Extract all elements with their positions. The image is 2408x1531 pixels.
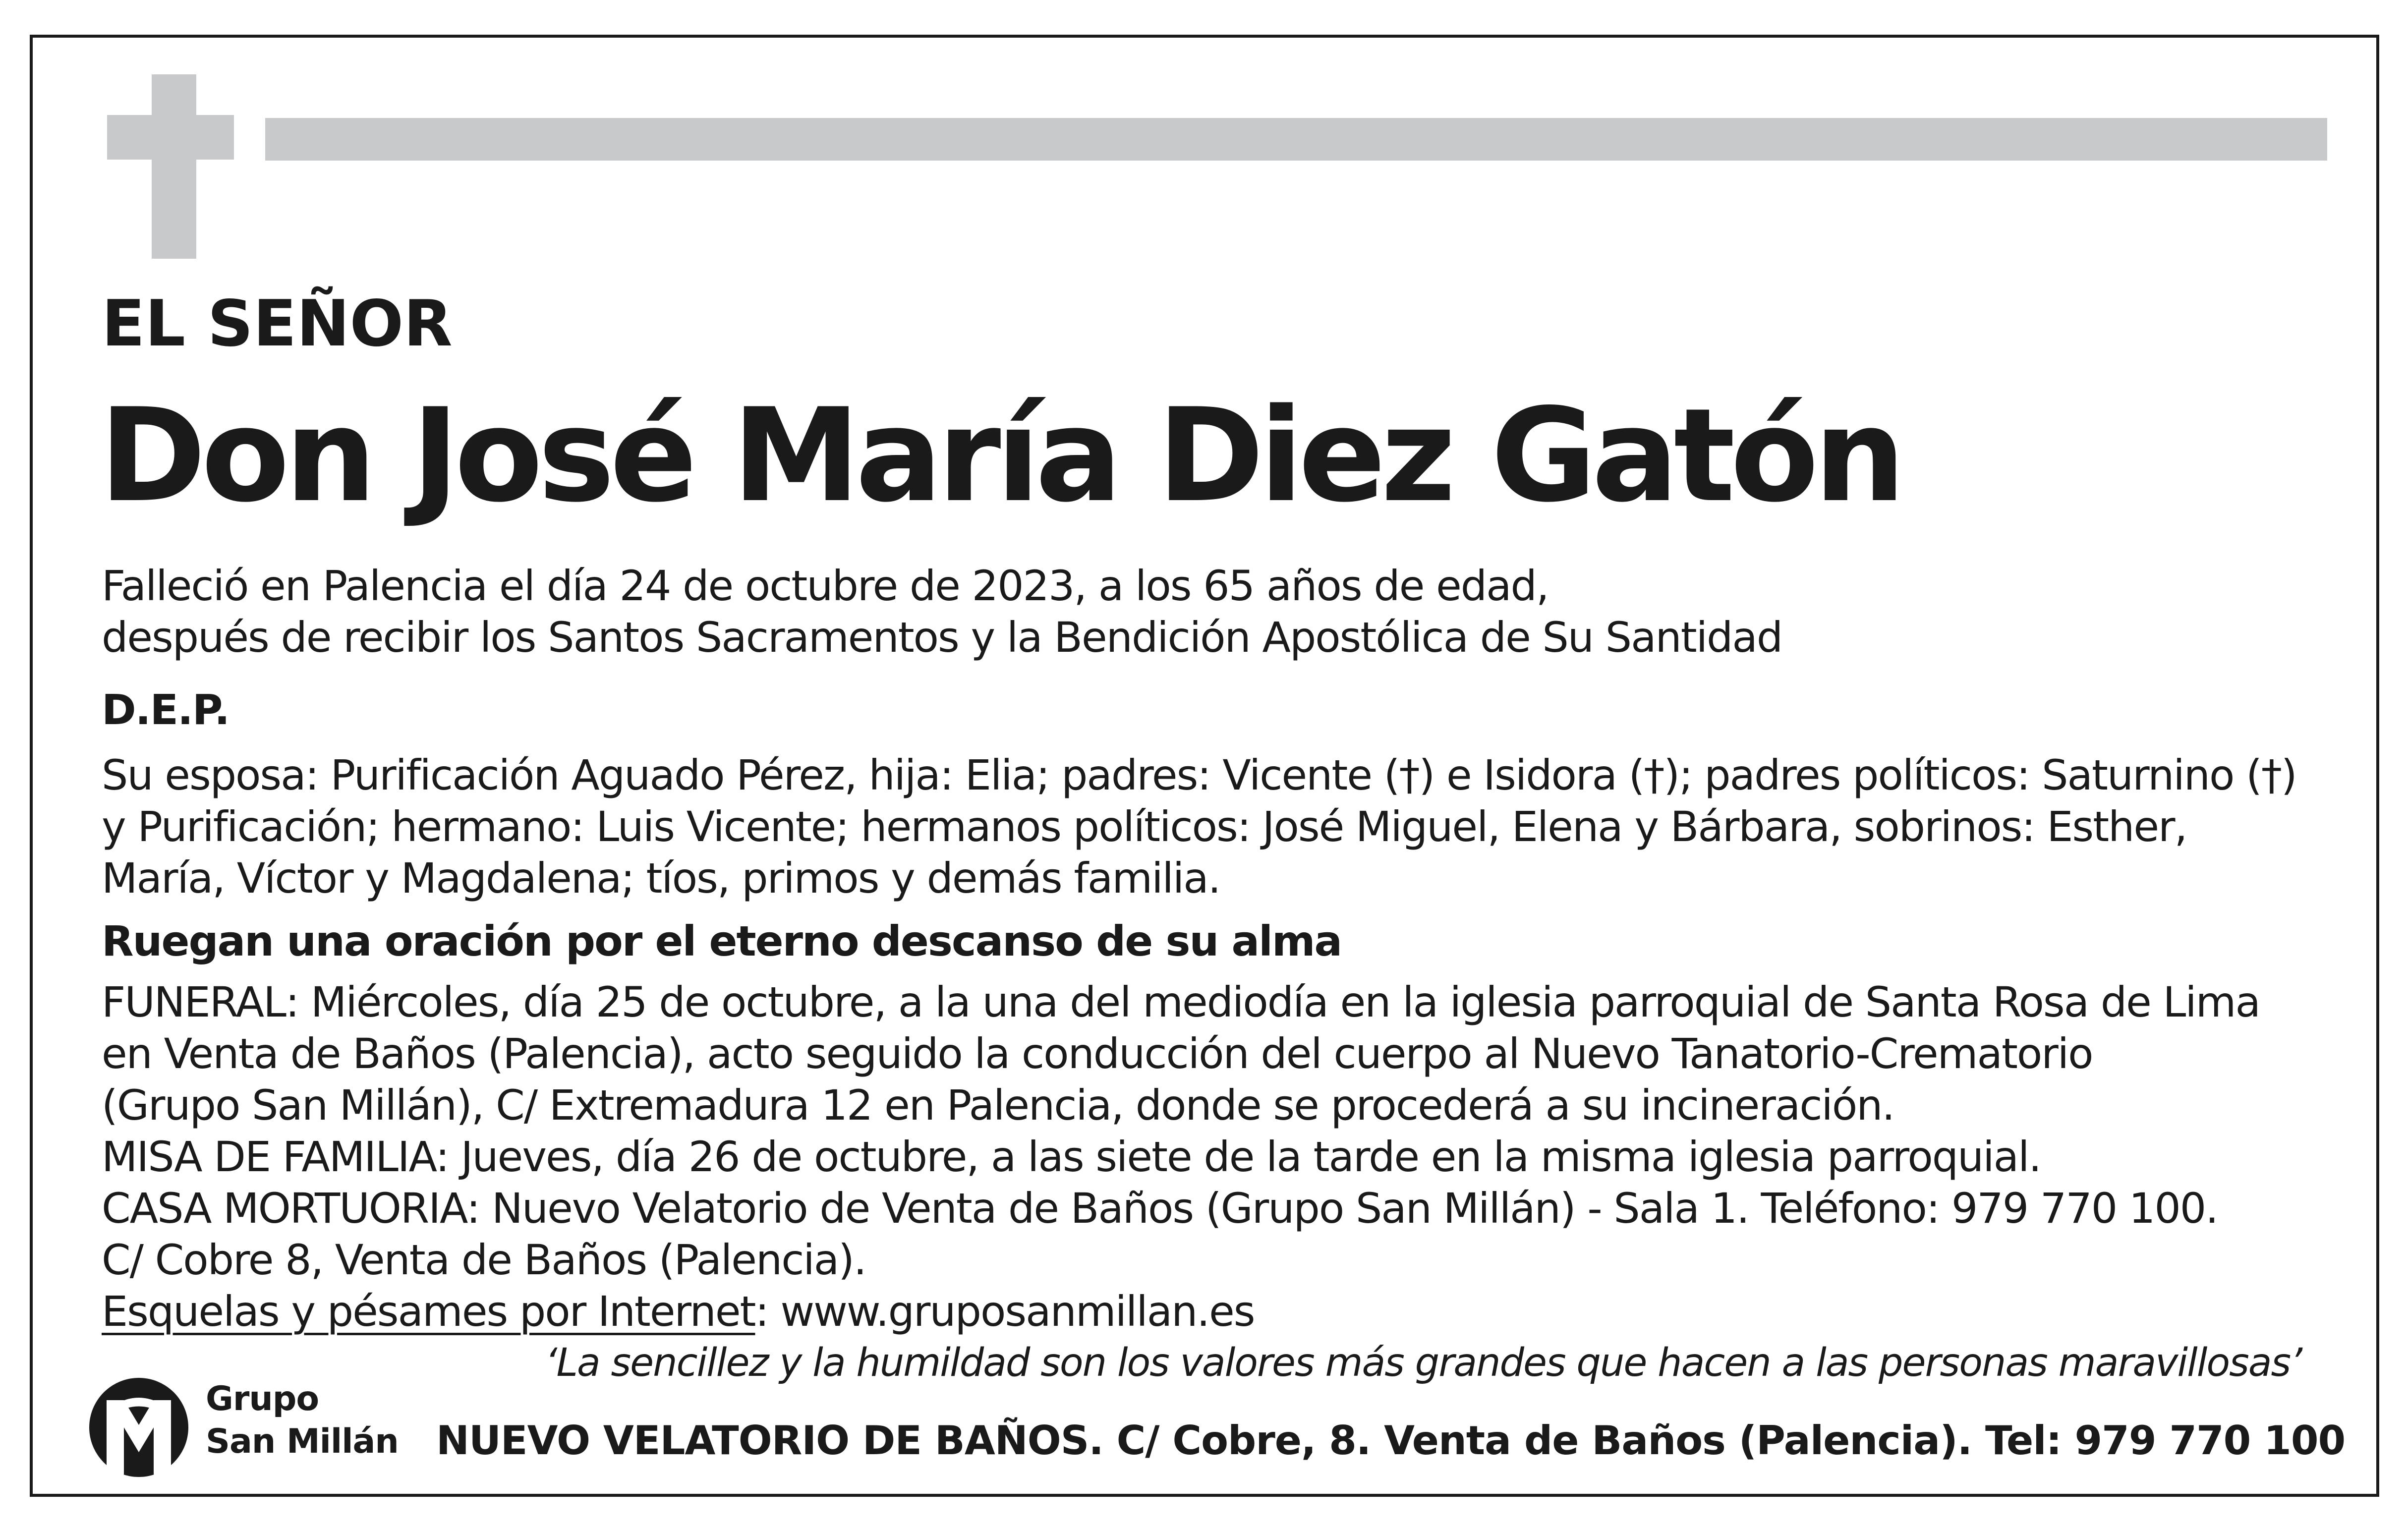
- family-line: Su esposa: Purificación Aguado Pérez, hija: Elia; padres: Vicente (†) e Isidora (†); padres políticos: Saturnino (†): [102, 751, 2296, 799]
- internet-label-link[interactable]: Esquelas y pésames por Internet: [102, 1287, 755, 1336]
- honorific-title: EL SEÑOR: [102, 287, 453, 361]
- service-details: [102, 976, 2260, 1337]
- death-statement-line: Falleció en Palencia el día 24 de octubre de 2023, a los 65 años de edad,: [102, 562, 1548, 610]
- memorial-quote: ‘La sencillez y la humildad son los valores más grandes que hacen a las personas maravillosas’: [545, 1341, 2301, 1385]
- website-url[interactable]: www.gruposanmillan.es: [780, 1287, 1255, 1336]
- footer-address: NUEVO VELATORIO DE BAÑOS. C/ Cobre, 8. Venta de Baños (Palencia). Tel: 979 770 100: [436, 1418, 2346, 1464]
- detail-line: (Grupo San Millán), C/ Extremadura 12 en Palencia, donde se procederá a su incineración.: [102, 1081, 1894, 1130]
- family-list: [102, 749, 2296, 904]
- internet-line: [102, 1286, 2260, 1337]
- grupo-san-millan-logo-icon: [87, 1373, 191, 1482]
- header-bar: [265, 118, 2327, 161]
- detail-line: en Venta de Baños (Palencia), acto seguido la conducción del cuerpo al Nuevo Tanatorio-Crematorio: [102, 1029, 2093, 1078]
- family-line: y Purificación; hermano: Luis Vicente; hermanos políticos: José Miguel, Elena y Bárbara, sobrinos: Esther,: [102, 802, 2187, 851]
- cross-icon-horizontal: [107, 115, 234, 160]
- cross-icon-vertical: [152, 74, 196, 259]
- dep-label: D.E.P.: [102, 685, 229, 734]
- prayer-request: Ruegan una oración por el eterno descanso de su alma: [102, 917, 1342, 965]
- logo-line: San Millán: [206, 1422, 399, 1461]
- detail-line: C/ Cobre 8, Venta de Baños (Palencia).: [102, 1236, 866, 1284]
- death-statement-line: después de recibir los Santos Sacramentos y la Bendición Apostólica de Su Santidad: [102, 613, 1782, 662]
- detail-line: CASA MORTUORIA: Nuevo Velatorio de Venta de Baños (Grupo San Millán) - Sala 1. Teléfono: 979 770 100.: [102, 1184, 2218, 1233]
- logo-line: Grupo: [206, 1379, 319, 1418]
- internet-separator: :: [755, 1287, 781, 1336]
- deceased-name: Don José María Diez Gatón: [99, 381, 1901, 531]
- detail-line: MISA DE FAMILIA: Jueves, día 26 de octubre, a las siete de la tarde en la misma iglesia parroquial.: [102, 1133, 2041, 1181]
- death-statement: [102, 560, 1782, 663]
- family-line: María, Víctor y Magdalena; tíos, primos y demás familia.: [102, 854, 1220, 903]
- detail-line: FUNERAL: Miércoles, día 25 de octubre, a la una del mediodía en la iglesia parroquial de Santa Rosa de Lima: [102, 978, 2260, 1026]
- logo-wordmark: [206, 1378, 399, 1463]
